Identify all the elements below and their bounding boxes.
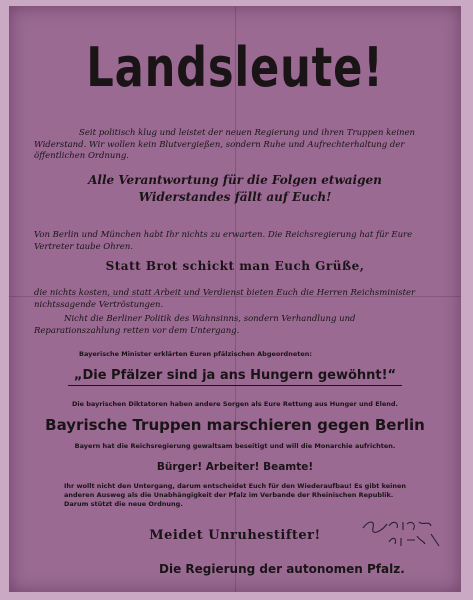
poster-headline: Landsleute! bbox=[86, 36, 384, 99]
ministers-paragraph: die nichts kosten, und statt Arbeit und Verdienst bieten Euch die Herren Reichsminister nichtssagende Vertröstungen. bbox=[34, 288, 416, 310]
politics-paragraph: Nicht die Berliner Politik des Wahnsinns, sondern Verhandlung und Reparationszahlung retten vor dem Untergang. bbox=[34, 314, 356, 336]
quote-text: „Die Pfälzer sind ja ans Hungern gewöhnt!“ bbox=[68, 368, 402, 386]
quote-block bbox=[9, 368, 461, 386]
berlin-paragraph: Von Berlin und München habt Ihr nichts zu erwarten. Die Reichsregierung hat für Eure Vertreter taube Ohren. bbox=[34, 230, 413, 252]
minister-statement: Bayerische Minister erklärten Euren pfälzischen Abgeordneten: bbox=[79, 350, 312, 358]
responsibility-block bbox=[9, 172, 461, 206]
dictators-line: Die bayrischen Diktatoren haben andere Sorgen als Eure Rettung aus Hunger und Elend. bbox=[71, 400, 399, 408]
closing-paragraph: Ihr wollt nicht den Untergang, darum entscheidet Euch für den Wiederaufbau! Es gibt keinen anderen Ausweg als die Unabhängigkeit der Pfalz im Verbande der Rheinischen Republik. Darum stützt die neue Ordnung. bbox=[64, 482, 407, 508]
intro-paragraph: Seit politisch klug und leistet der neuen Regierung und ihren Truppen keinen Widerstand. Wir wollen kein Blutvergießen, sondern Ruhe und Aufrechterhaltung der öffentlichen Ordnung. bbox=[34, 128, 416, 161]
responsibility-line-1: Alle Verantwortung für die Folgen etwaigen bbox=[88, 173, 382, 187]
bavaria-line: Bayern hat die Reichsregierung gewaltsam beseitigt und will die Monarchie aufrichten. bbox=[74, 442, 396, 450]
troublemakers-heading: Meidet Unruhestifter! bbox=[149, 528, 321, 543]
troops-heading: Bayrische Truppen marschieren gegen Berlin bbox=[45, 416, 425, 434]
responsibility-line-2: Widerstandes fällt auf Euch! bbox=[138, 190, 332, 204]
greetings-line: Statt Brot schickt man Euch Grüße, bbox=[105, 259, 365, 273]
handwritten-annotation bbox=[359, 516, 449, 552]
government-signature: Die Regierung der autonomen Pfalz. bbox=[159, 562, 405, 576]
poster-sheet bbox=[9, 6, 461, 592]
citizens-heading: Bürger! Arbeiter! Beamte! bbox=[156, 461, 314, 473]
